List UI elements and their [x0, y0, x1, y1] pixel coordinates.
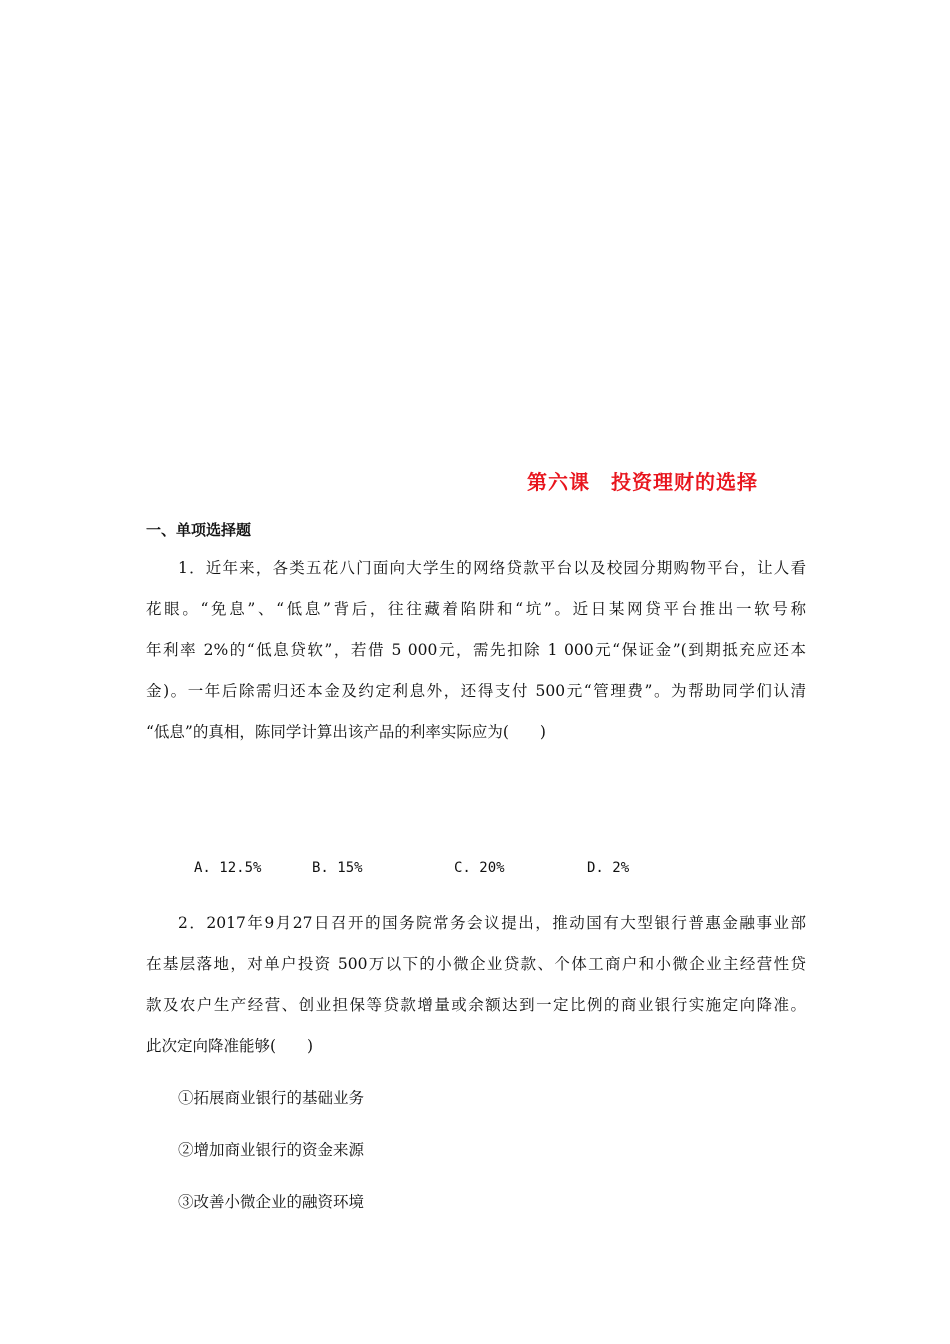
choice-3: ③改善小微企业的融资环境 — [178, 1193, 365, 1211]
page-title: 第六课 投资理财的选择 — [527, 470, 758, 494]
option-d: D. 2% — [587, 860, 630, 876]
option-b: B. 15% — [312, 860, 363, 876]
question-2-line: 在基层落地，对单户投资 500万以下的小微企业贷款、个体工商户和小微企业主经营性贷 — [146, 955, 806, 973]
question-1-line: 年利率 2%的“低息贷软”，若借 5 000元，需先扣除 1 000元“保证金”(到期抵充应还本 — [146, 641, 806, 659]
question-1-options — [0, 860, 950, 884]
question-2 — [146, 903, 806, 1067]
question-2-line: 此次定向降准能够( ) — [146, 1037, 314, 1055]
question-2-line: 款及农户生产经营、创业担保等贷款增量或余额达到一定比例的商业银行实施定向降准。 — [146, 996, 806, 1014]
section-heading: 一、单项选择题 — [146, 521, 252, 539]
question-1-line: 金)。一年后除需归还本金及约定利息外，还得支付 500元“管理费”。为帮助同学们认清 — [146, 682, 806, 700]
choice-2: ②增加商业银行的资金来源 — [178, 1141, 365, 1159]
option-c: C. 20% — [454, 860, 505, 876]
question-1 — [146, 548, 806, 753]
option-a: A. 12.5% — [194, 860, 262, 876]
question-1-line: 花眼。“免息”、“低息”背后，往往藏着陷阱和“坑”。近日某网贷平台推出一软号称 — [146, 600, 806, 618]
question-2-line: 2．2017年9月27日召开的国务院常务会议提出，推动国有大型银行普惠金融事业部 — [178, 914, 806, 932]
question-1-line: “低息”的真相，陈同学计算出该产品的利率实际应为( ) — [146, 723, 546, 741]
choice-1: ①拓展商业银行的基础业务 — [178, 1089, 365, 1107]
question-1-line: 1．近年来，各类五花八门面向大学生的网络贷款平台以及校园分期购物平台，让人看 — [178, 559, 806, 577]
